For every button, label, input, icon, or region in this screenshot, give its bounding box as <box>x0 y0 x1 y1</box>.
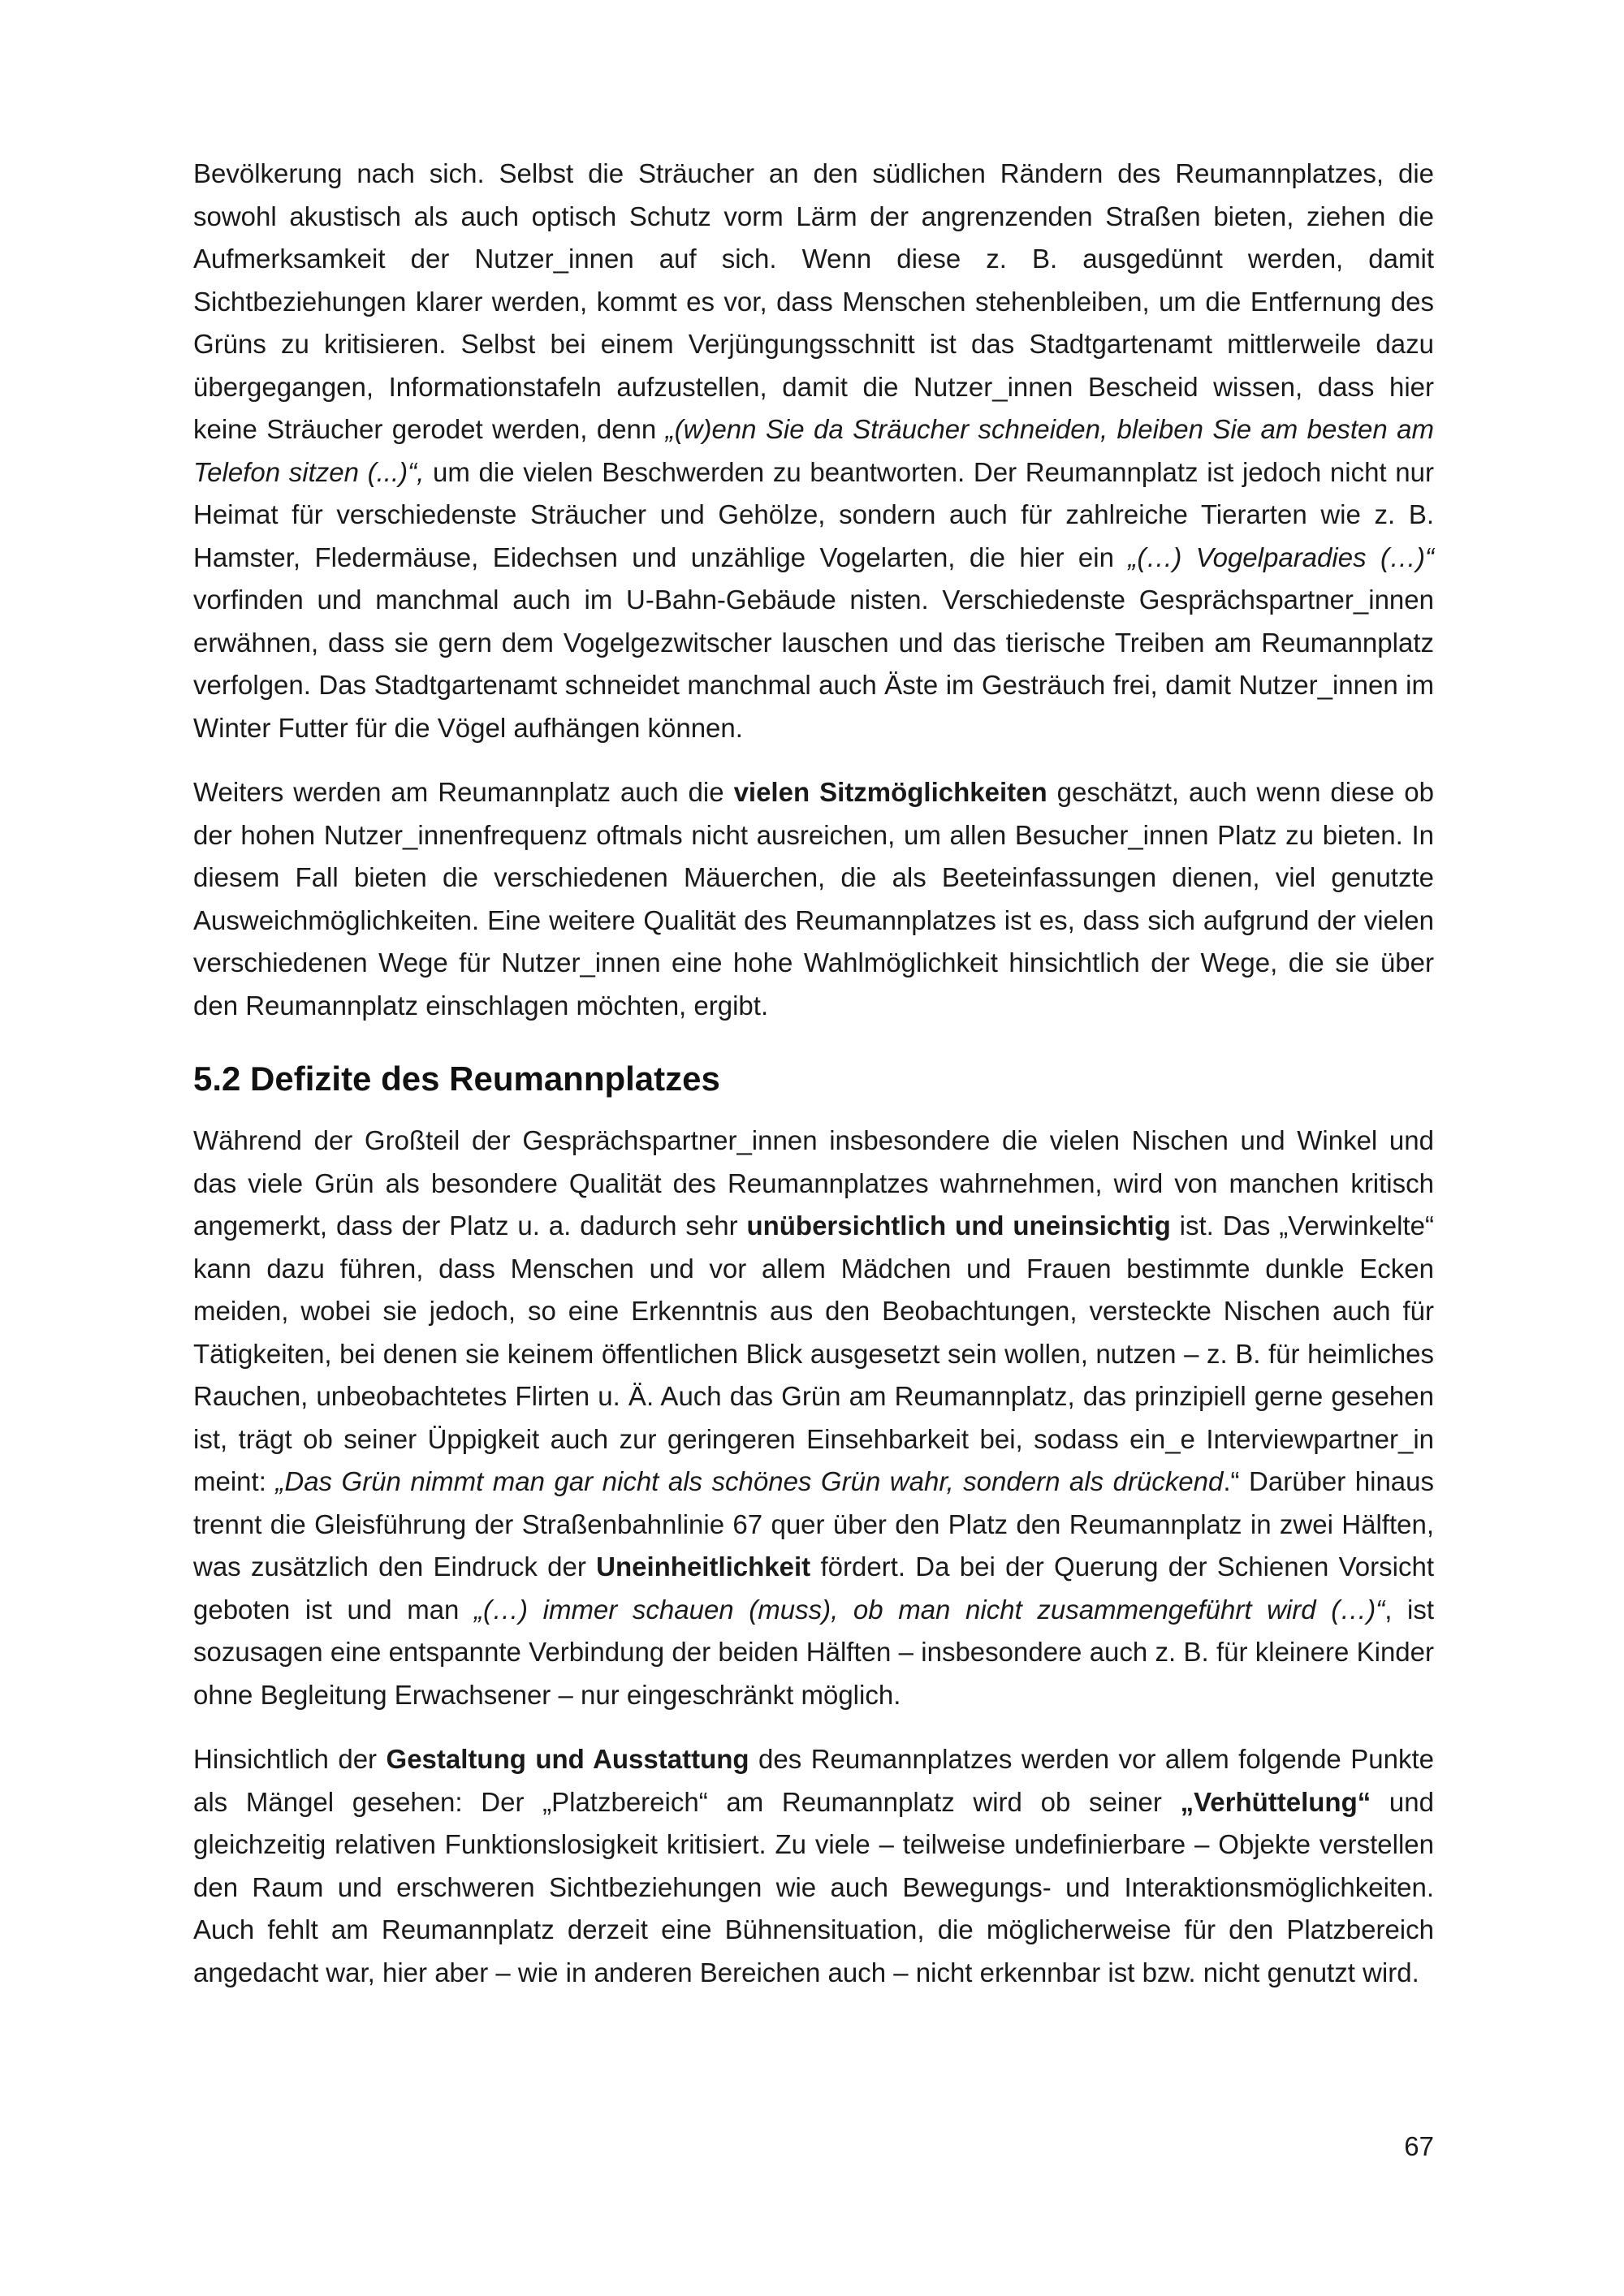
body-text: um die vielen Beschwerden zu beantworten. Der Reumannplatz ist jedoch nicht nur Heimat für verschiedenste Sträucher und Gehölze, sondern auch für zahlreiche Tierarten wie z. B. Hamster, Fledermäuse, Eidechsen und unzählige Vogelarten, die hier ein <box>193 456 1434 572</box>
page-number: 67 <box>1404 2131 1434 2161</box>
intro-paragraphs <box>193 153 1434 1027</box>
body-text: des Reumannplatzes werden vor allem folgende Punkte als Mängel gesehen: Der „Platzbereich“ am Reumannplatz wird ob seiner <box>193 1744 1434 1817</box>
section-heading: 5.2 Defizite des Reumannplatzes <box>193 1060 720 1098</box>
emphasis-text: vielen Sitzmöglichkeiten <box>733 777 1047 807</box>
body-text: Weiters werden am Reumannplatz auch die <box>193 777 734 807</box>
quote-text: „Das Grün nimmt man gar nicht als schönes Grün wahr, sondern als drückend <box>275 1466 1224 1496</box>
body-text: Bevölkerung nach sich. Selbst die Sträucher an den südlichen Rändern des Reumannplatzes, die sowohl akustisch als auch optisch Schutz vorm Lärm der angrenzenden Straßen bieten, ziehen die Aufmerksamkeit der Nutzer_innen auf sich. Wenn diese z. B. ausgedünnt werden, damit Sichtbeziehungen klarer werden, kommt es vor, dass Menschen stehenbleiben, um die Entfernung des Grüns zu kritisieren. Selbst bei einem Verjüngungsschnitt ist das Stadtgartenamt mittlerweile dazu übergegangen, Informationstafeln aufzustellen, damit die Nutzer_innen Bescheid wissen, dass hier keine Sträucher gerodet werden, denn <box>193 158 1434 444</box>
body-text: , ist sozusagen eine entspannte Verbindung der beiden Hälften – insbesondere auch z. B. für kleinere Kinder ohne Begleitung Erwachsener – nur eingeschränkt möglich. <box>193 1594 1434 1710</box>
body-text: ist. Das „Verwinkelte“ kann dazu führen, dass Menschen und vor allem Mädchen und Frauen bestimmte dunkle Ecken meiden, wobei sie jedoch, so eine Erkenntnis aus den Beobachtungen, versteckte Nischen auch für Tätigkeiten, bei denen sie keinem öffentlichen Blick ausgesetzt sein wollen, nutzen – z. B. für heimliches Rauchen, unbeobachtetes Flirten u. Ä. Auch das Grün am Reumannplatz, das prinzipiell gerne gesehen ist, trägt ob seiner Üppigkeit auch zur geringeren Einsehbarkeit bei, sodass ein_e Interviewpartner_in meint: <box>193 1211 1435 1496</box>
paragraph <box>193 1738 1434 1994</box>
paragraph <box>193 153 1434 749</box>
body-text: .“ Darüber hinaus trennt die Gleisführung der Straßenbahnlinie 67 quer über den Platz den Reumannplatz in zwei Hälften, was zusätzlich den Eindruck der <box>193 1466 1434 1582</box>
document-page <box>193 153 1434 1994</box>
body-text: und gleichzeitig relativen Funktionslosigkeit kritisiert. Zu viele – teilweise undefinierbare – Objekte verstellen den Raum und erschweren Sichtbeziehungen wie auch Bewegungs- und Interaktionsmöglichkeiten. Auch fehlt am Reumannplatz derzeit eine Bühnensituation, die möglicherweise für den Platzbereich angedacht war, hier aber – wie in anderen Bereichen auch – nicht erkennbar ist bzw. nicht genutzt wird. <box>193 1786 1434 1987</box>
body-text: geschätzt, auch wenn diese ob der hohen Nutzer_innenfrequenz oftmals nicht ausreichen, um allen Besucher_innen Platz zu bieten. In diesem Fall bieten die verschiedenen Mäuerchen, die als Beeteinfassungen dienen, viel genutzte Ausweichmöglichkeiten. Eine weitere Qualität des Reumannplatzes ist es, dass sich aufgrund der vielen verschiedenen Wege für Nutzer_innen eine hohe Wahlmöglichkeit hinsichtlich der Wege, die sie über den Reumannplatz einschlagen möchten, ergibt. <box>193 777 1434 1021</box>
paragraph <box>193 1120 1434 1716</box>
body-text: Hinsichtlich der <box>193 1744 387 1774</box>
body-text: fördert. Da bei der Querung der Schienen Vorsicht geboten ist und man <box>193 1552 1435 1625</box>
section-body <box>193 1120 1434 1994</box>
body-text: vorfinden und manchmal auch im U-Bahn-Gebäude nisten. Verschiedenste Gesprächspartner_innen erwähnen, dass sie gern dem Vogelgezwitscher lauschen und das tierische Treiben am Reumannplatz verfolgen. Das Stadtgartenamt schneidet manchmal auch Äste im Gesträuch frei, damit Nutzer_innen im Winter Futter für die Vögel aufhängen können. <box>193 585 1434 743</box>
body-text: Während der Großteil der Gesprächspartner_innen insbesondere die vielen Nischen und Winkel und das viele Grün als besondere Qualität des Reumannplatzes wahrnehmen, wird von manchen kritisch angemerkt, dass der Platz u. a. dadurch sehr <box>193 1125 1434 1241</box>
emphasis-text: Uneinheitlichkeit <box>596 1552 811 1582</box>
quote-text: „(…) immer schauen (muss), ob man nicht zusammengeführt wird (…)“ <box>474 1594 1385 1625</box>
emphasis-text: unübersichtlich und uneinsichtig <box>746 1211 1171 1241</box>
quote-text: „(…) Vogelparadies (…)“ <box>1128 542 1434 572</box>
quote-text: „(w)enn Sie da Sträucher schneiden, bleiben Sie am besten am Telefon sitzen (...)“, <box>193 414 1434 487</box>
emphasis-text: „Verhüttelung“ <box>1180 1786 1371 1817</box>
emphasis-text: Gestaltung und Ausstattung <box>386 1744 749 1774</box>
paragraph <box>193 771 1434 1027</box>
